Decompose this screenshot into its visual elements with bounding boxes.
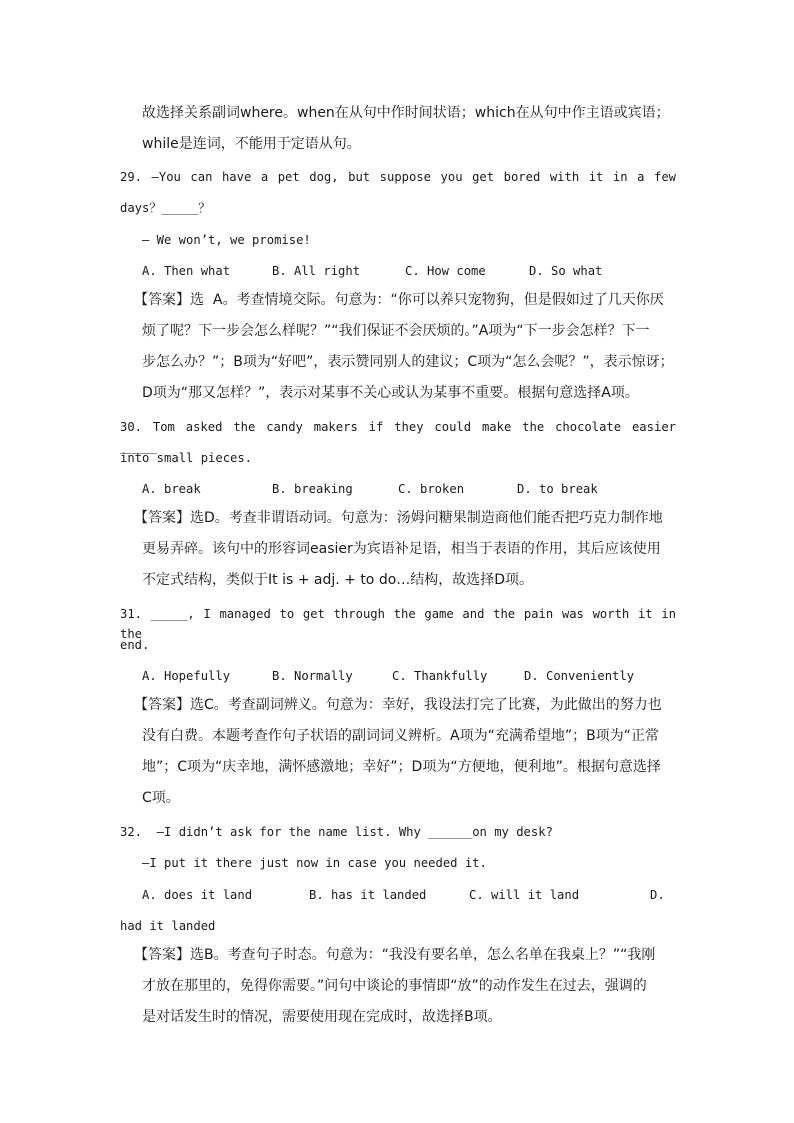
answer-line: 更易弄碎。该句中的形容词easier为宾语补足语，相当于表语的作用，其后应该使用 xyxy=(142,541,661,557)
option-a: A. does it land xyxy=(142,888,253,902)
answer-line: 不定式结构，类似于It is + adj. + to do…结构，故选择D项。 xyxy=(142,572,534,588)
answer-line: 烦了呢？下一步会怎么样呢？”“我们保证不会厌烦的。”A项为“下一步会怎样？下一 xyxy=(142,323,650,339)
option-b: B. breaking xyxy=(272,482,353,496)
option-c: C. broken xyxy=(398,482,465,496)
option-d: D. So what xyxy=(529,264,603,278)
question-31-stem-cont: end. xyxy=(120,638,150,652)
option-d-cont: had it landed xyxy=(120,919,216,933)
option-c: C. How come xyxy=(405,264,486,278)
question-32-stem: 32. —I didn’t ask for the name list. Why ______on my desk? xyxy=(120,825,553,839)
option-b: B. Normally xyxy=(272,669,353,683)
answer-line: 才放在那里的，免得你需要。”问句中谈论的事情即“放”的动作发生在过去，强调的 xyxy=(142,978,647,994)
option-c: C. Thankfully xyxy=(392,669,488,683)
answer-line: 是对话发生时的情况，需要使用现在完成时，故选择B项。 xyxy=(142,1009,502,1025)
option-b: B. has it landed xyxy=(309,888,427,902)
answer-line: 地”；C项为“庆幸地，满怀感激地；幸好”；D项为“方便地，便利地”。根据句意选择 xyxy=(142,759,661,775)
option-c: C. will it land xyxy=(469,888,580,902)
answer-line: D项为“那又怎样？”，表示对某事不关心或认为某事不重要。根据句意选择A项。 xyxy=(142,385,639,401)
question-30-stem-cont: into small pieces. xyxy=(120,451,253,465)
answer-line: 【答案】选C。考查副词辨义。句意为：幸好，我设法打完了比赛，为此做出的努力也 xyxy=(134,697,662,713)
answer-line: C项。 xyxy=(142,790,180,806)
option-d: D. to break xyxy=(517,482,598,496)
option-d: D. Conveniently xyxy=(524,669,635,683)
question-29-stem: 29. —You can have a pet dog, but suppose you get bored with it in a few xyxy=(120,170,676,184)
option-a: A. Then what xyxy=(142,264,231,278)
option-a: A. Hopefully xyxy=(142,669,231,683)
question-32-reply: —I put it there just now in case you needed it. xyxy=(142,856,487,870)
option-b: B. All right xyxy=(272,264,361,278)
question-29-stem-cont: days？_____？ xyxy=(120,201,211,215)
answer-line: 【答案】选D。考查非谓语动词。句意为：汤姆问糖果制造商他们能否把巧克力制作地 xyxy=(134,510,663,526)
answer-line: 【答案】选 A。考查情境交际。句意为：“你可以养只宠物狗，但是假如过了几天你厌 xyxy=(134,292,664,308)
option-a: A. break xyxy=(142,482,201,496)
answer-line: 【答案】选B。考查句子时态。句意为：“我没有要名单，怎么名单在我桌上？”“我刚 xyxy=(134,947,656,963)
answer-line: 没有白费。本题考查作句子状语的副词词义辨析。A项为“充满希望地”；B项为“正常 xyxy=(142,728,659,744)
explanation-line: 故选择关系副词where。when在从句中作时间状语；which在从句中作主语或宾语； xyxy=(142,105,670,121)
option-d: D. xyxy=(650,888,665,902)
explanation-line: while是连词，不能用于定语从句。 xyxy=(142,136,361,152)
answer-line: 步怎么办？”；B项为“好吧”，表示赞同别人的建议；C项为“怎么会呢？”，表示惊讶； xyxy=(142,354,674,370)
question-29-reply: — We won’t, we promise! xyxy=(142,233,311,247)
question-30-stem: 30. Tom asked the candy makers if they could make the chocolate easier _____ xyxy=(120,420,676,454)
question-31-stem: 31. _____, I managed to get through the game and the pain was worth it in the xyxy=(120,607,676,641)
